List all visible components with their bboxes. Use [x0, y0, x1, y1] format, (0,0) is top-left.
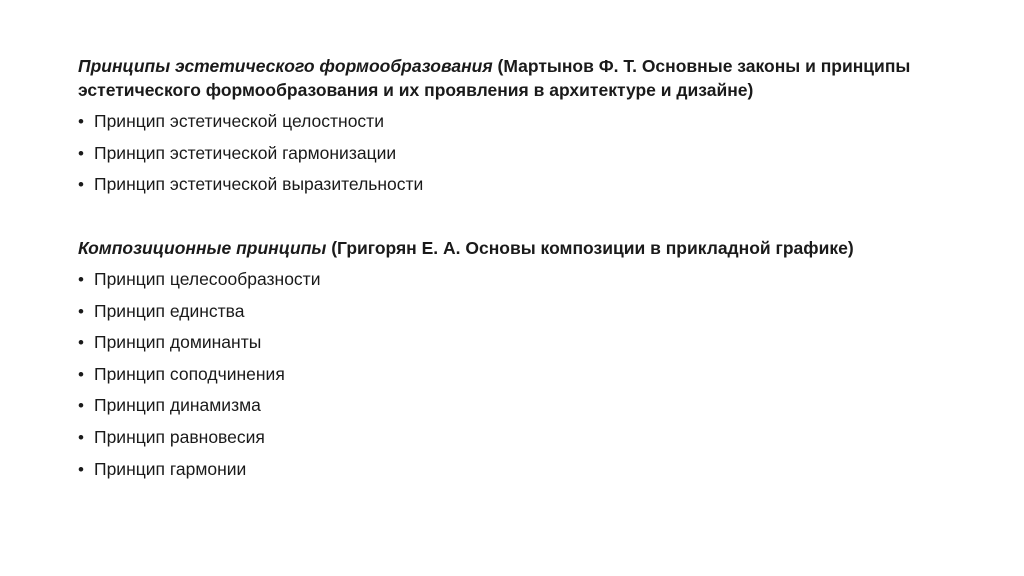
- principle-list: [78, 264, 978, 485]
- list-item: [78, 390, 978, 422]
- bullet-icon: •: [78, 459, 84, 479]
- section-composition-principles: [78, 236, 978, 485]
- list-item-text: Принцип доминанты: [94, 332, 262, 353]
- list-item: [78, 454, 978, 486]
- list-item: [78, 296, 978, 328]
- list-item-text: Принцип соподчинения: [94, 363, 285, 384]
- list-item-text: Принцип эстетической выразительности: [94, 174, 424, 195]
- section-title: Композиционные принципы: [78, 238, 327, 258]
- bullet-icon: •: [78, 270, 84, 289]
- bullet-icon: •: [78, 112, 84, 131]
- principle-list: [78, 106, 978, 201]
- section-source: (Григорян Е. А. Основы композиции в прикладной графике): [331, 238, 854, 258]
- bullet-icon: •: [78, 364, 84, 384]
- list-item-text: Принцип равновесия: [94, 426, 265, 447]
- list-item: [78, 422, 978, 454]
- list-item-text: Принцип целесообразности: [94, 269, 321, 289]
- bullet-icon: •: [78, 333, 84, 353]
- section-heading: [78, 236, 978, 260]
- list-item-text: Принцип гармонии: [94, 458, 247, 479]
- bullet-icon: •: [78, 427, 84, 447]
- bullet-icon: •: [78, 301, 84, 321]
- list-item-text: Принцип эстетической гармонизации: [94, 142, 397, 163]
- list-item: [78, 106, 978, 138]
- list-item: [78, 169, 978, 201]
- section-heading: [78, 54, 978, 102]
- list-item: [78, 327, 978, 359]
- list-item: [78, 359, 978, 391]
- list-item: [78, 264, 978, 296]
- list-item-text: Принцип динамизма: [94, 395, 261, 416]
- bullet-icon: •: [78, 175, 84, 195]
- section-aesthetic-principles: [78, 54, 978, 201]
- bullet-icon: •: [78, 396, 84, 416]
- list-item-text: Принцип единства: [94, 300, 245, 321]
- section-title: Принципы эстетического формообразования: [78, 56, 493, 76]
- section-source: (Мартынов Ф. Т. Основные законы и принципы эстетического формообразования и их проявления в архитектуре и дизайне): [78, 56, 911, 100]
- bullet-icon: •: [78, 143, 84, 163]
- list-item: [78, 138, 978, 170]
- list-item-text: Принцип эстетической целостности: [94, 111, 384, 131]
